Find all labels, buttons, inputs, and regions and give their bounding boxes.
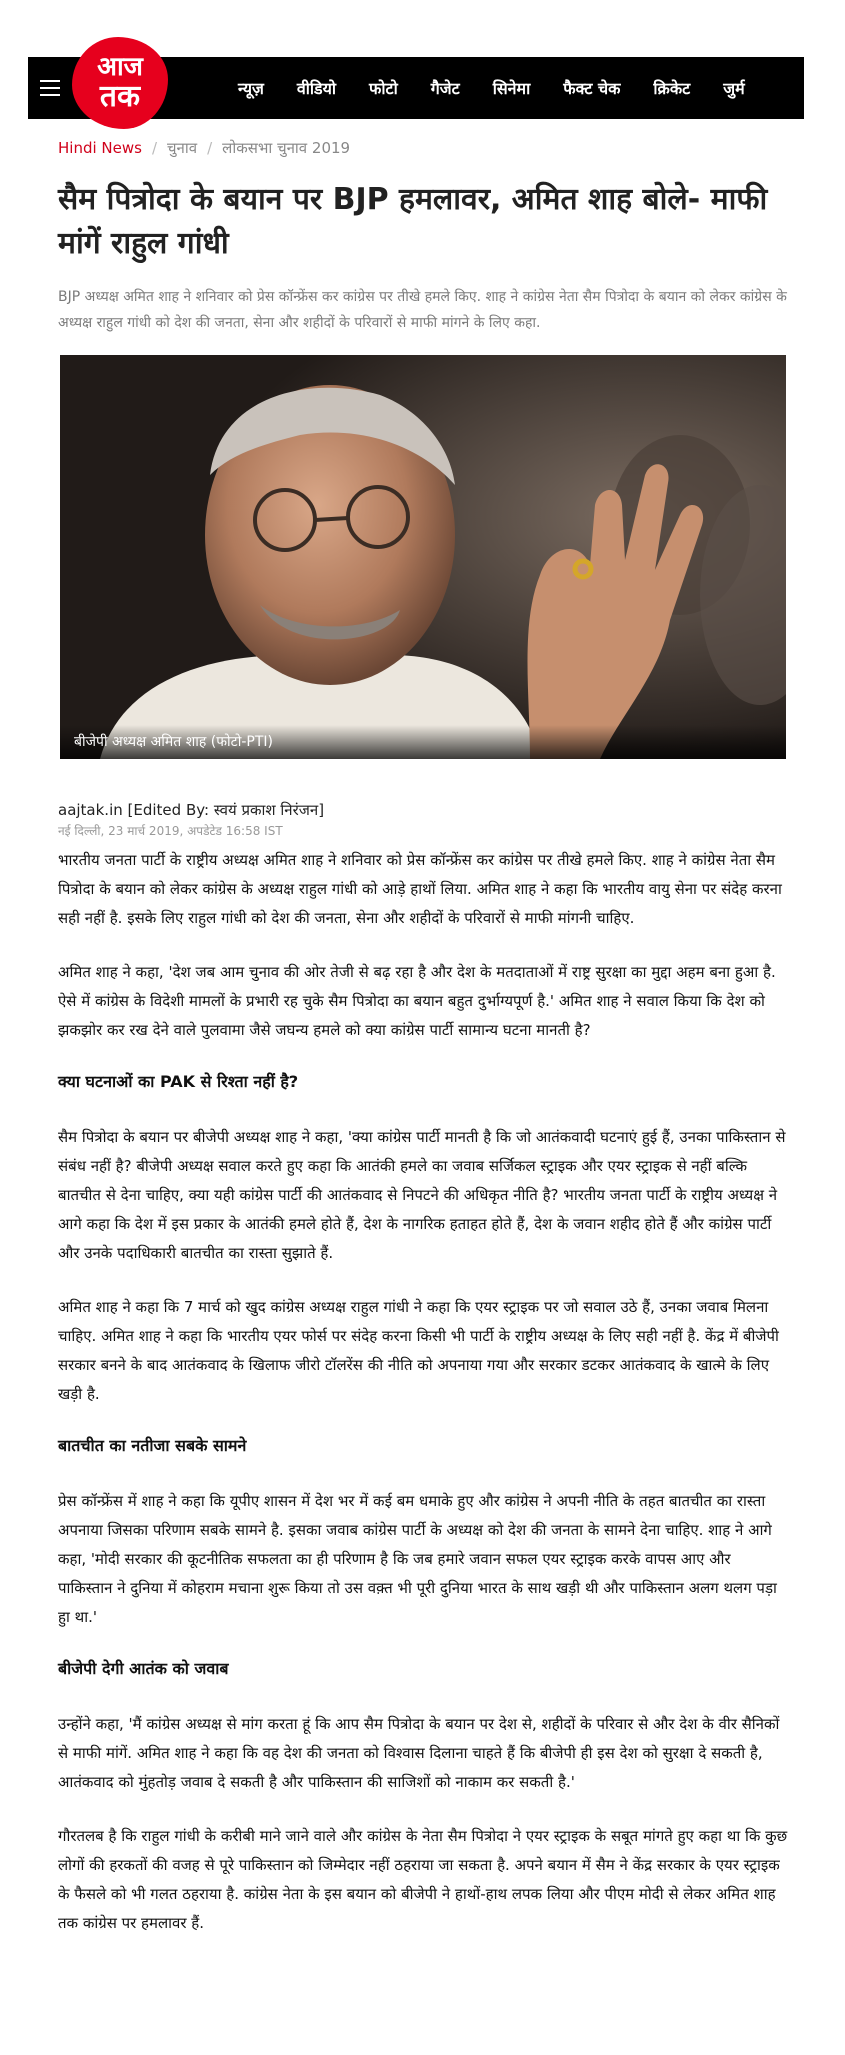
site-logo[interactable] bbox=[72, 37, 168, 129]
breadcrumb-separator: / bbox=[151, 139, 158, 157]
paragraph: प्रेस कॉन्फ्रेंस में शाह ने कहा कि यूपीए शासन में देश भर में कई बम धमाके हुए और कांग्रेस ने अपनी नीति के तहत बातचीत का रास्ता अपनाया जिसका परिणाम सबके सामने है. इसका जवाब कांग्रेस पार्टी के अध्यक्ष को देश की जनता के सामने देना चाहिए. शाह ने आगे कहा, 'मोदी सरकार की कूटनीतिक सफलता का ही परिणाम है कि जब हमारे जवान सफल एयर स्ट्राइक करके वापस आए और पाकिस्तान ने दुनिया में कोहराम मचाना शुरू किया तो उस वक़्त भी पूरी दुनिया भारत के साथ खड़ी थी और पाकिस्तान अलग थलग पड़ा हुा था.' bbox=[58, 1492, 777, 1626]
nav-cinema[interactable]: सिनेमा bbox=[492, 79, 531, 98]
article-summary: BJP अध्यक्ष अमित शाह ने शनिवार को प्रेस कॉन्फ्रेंस कर कांग्रेस पर तीखे हमले किए. शाह ने कांग्रेस नेता सैम पित्रोदा के बयान को लेकर कांग्रेस के अध्यक्ष राहुल गांधी को देश की जनता, सेना और शहीदों के परिवारों से माफी मांगने के लिए कहा. bbox=[58, 289, 787, 331]
nav-fact-check[interactable]: फैक्ट चेक bbox=[563, 79, 621, 98]
nav-cricket[interactable]: क्रिकेट bbox=[653, 79, 691, 98]
breadcrumb-loksabha[interactable]: लोकसभा चुनाव 2019 bbox=[222, 139, 351, 157]
paragraph: उन्होंने कहा, 'मैं कांग्रेस अध्यक्ष से मांग करता हूं कि आप सैम पित्रोदा के बयान पर देश से, शहीदों के परिवार से और देश के वीर सैनिकों से माफी मांगें. अमित शाह ने कहा कि वह देश की जनता को विश्वास दिलाना चाहते हैं कि बीजेपी ही इस देश को सुरक्षा दे सकती है, आतंकवाद को मुंहतोड़ जवाब दे सकती है और पाकिस्तान की साजिशों को नाकाम कर सकती है.' bbox=[58, 1715, 780, 1791]
byline: aajtak.in [Edited By: स्वयं प्रकाश निरंजन] bbox=[58, 801, 325, 819]
breadcrumb-elections[interactable]: चुनाव bbox=[167, 139, 198, 157]
dateline: नई दिल्ली, 23 मार्च 2019, अपडेटेड 16:58 IST bbox=[58, 824, 283, 838]
hero-image bbox=[60, 355, 786, 759]
nav-gadget[interactable]: गैजेट bbox=[430, 79, 460, 98]
breadcrumb-home[interactable]: Hindi News bbox=[58, 139, 142, 157]
main-nav bbox=[238, 57, 745, 119]
image-caption: बीजेपी अध्यक्ष अमित शाह (फोटो-PTI) bbox=[60, 725, 786, 759]
nav-crime[interactable]: जुर्म bbox=[723, 79, 745, 98]
breadcrumb bbox=[58, 138, 350, 158]
breadcrumb-separator: / bbox=[207, 139, 213, 157]
nav-video[interactable]: वीडियो bbox=[296, 79, 337, 98]
menu-icon[interactable] bbox=[40, 80, 60, 96]
hero-photo bbox=[60, 355, 786, 759]
logo-line1: आज bbox=[97, 52, 143, 82]
paragraph: अमित शाह ने कहा, 'देश जब आम चुनाव की ओर तेजी से बढ़ रहा है और देश के मतदाताओं में राष्ट्र सुरक्षा का मुद्दा अहम बना हुआ है. ऐसे में कांग्रेस के विदेशी मामलों के प्रभारी रह चुके सैम पित्रोदा का बयान बहुत दुर्भाग्यपूर्ण है.' अमित शाह ने सवाल किया कि देश को झकझोर कर रख देने वाले पुलवामा जैसे जघन्य हमले को क्या कांग्रेस पार्टी सामान्य घटना मानती है? bbox=[58, 963, 776, 1039]
article-body bbox=[58, 846, 788, 1963]
site-header bbox=[28, 52, 804, 119]
nav-photo[interactable]: फोटो bbox=[369, 79, 398, 98]
paragraph: अमित शाह ने कहा कि 7 मार्च को खुद कांग्रेस अध्यक्ष राहुल गांधी ने कहा कि एयर स्ट्राइक पर जो सवाल उठे हैं, उनका जवाब मिलना चाहिए. अमित शाह ने कहा कि भारतीय एयर फोर्स पर संदेह करना किसी भी पार्टी के राष्ट्रीय अध्यक्ष के लिए सही नहीं है. केंद्र में बीजेपी सरकार बनने के बाद आतंकवाद के खिलाफ जीरो टॉलरेंस की नीति को अपनाया गया और सरकार डटकर आतंकवाद के खात्मे के लिए खड़ी है. bbox=[58, 1298, 779, 1403]
logo-line2: तक bbox=[99, 79, 141, 114]
section-heading: क्या घटनाओं का PAK से रिश्ता नहीं है? bbox=[58, 1072, 299, 1091]
page-title: सैम पित्रोदा के बयान पर BJP हमलावर, अमित शाह बोले- माफी मांगें राहुल गांधी bbox=[58, 182, 768, 261]
nav-news[interactable]: न्यूज़ bbox=[238, 79, 264, 98]
paragraph: गौरतलब है कि राहुल गांधी के करीबी माने जाने वाले और कांग्रेस के नेता सैम पित्रोदा ने एयर स्ट्राइक के सबूत मांगते हुए कहा था कि कुछ लोगों की हरकतों की वजह से पूरे पाकिस्तान को जिम्मेदार नहीं ठहराया जा सकता है. अपने बयान में सैम ने केंद्र सरकार के एयर स्ट्राइक के फैसले को भी गलत ठहराया है. कांग्रेस नेता के इस बयान को बीजेपी ने हाथों-हाथ लपक लिया और पीएम मोदी से लेकर अमित शाह तक कांग्रेस पर हमलावर हैं. bbox=[58, 1827, 788, 1932]
section-heading: बातचीत का नतीजा सबके सामने bbox=[58, 1436, 247, 1455]
paragraph: भारतीय जनता पार्टी के राष्ट्रीय अध्यक्ष अमित शाह ने शनिवार को प्रेस कॉन्फ्रेंस कर कांग्रेस पर तीखे हमले किए. शाह ने कांग्रेस नेता सैम पित्रोदा के बयान को लेकर कांग्रेस के अध्यक्ष राहुल गांधी को आड़े हाथों लिया. अमित शाह ने कहा कि भारतीय वायु सेना पर संदेह करना सही नहीं है. इसके लिए राहुल गांधी को देश की जनता, सेना और शहीदों के परिवारों से माफी मांगनी चाहिए. bbox=[58, 851, 782, 927]
section-heading: बीजेपी देगी आतंक को जवाब bbox=[58, 1659, 229, 1678]
paragraph: सैम पित्रोदा के बयान पर बीजेपी अध्यक्ष शाह ने कहा, 'क्या कांग्रेस पार्टी मानती है कि जो आतंकवादी घटनाएं हुई हैं, उनका पाकिस्तान से संबंध नहीं है? बीजेपी अध्यक्ष सवाल करते हुए कहा कि आतंकी हमले का जवाब सर्जिकल स्ट्राइक और एयर स्ट्राइक से नहीं बल्कि बातचीत से देना चाहिए, क्या यही कांग्रेस पार्टी की आतंकवाद से निपटने की अधिकृत नीति है? भारतीय जनता पार्टी के राष्ट्रीय अध्यक्ष ने आगे कहा कि देश में इस प्रकार के आतंकी हमले होते हैं, देश के नागरिक हताहत होते हैं, देश के जवान शहीद होते हैं और कांग्रेस पार्टी और उनके पदाधिकारी बातचीत का रास्ता सुझाते हैं. bbox=[58, 1128, 786, 1262]
